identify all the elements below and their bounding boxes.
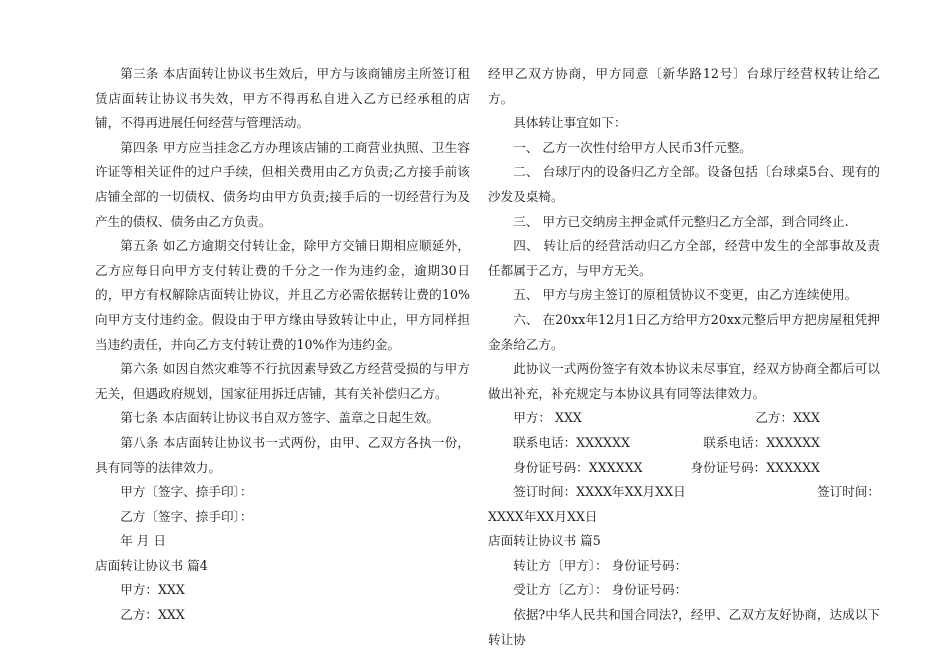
signature-party-a: 甲方〔签字、捺手印〕： [120, 484, 253, 500]
signtime-b-date: XXXX年XX月XX日 [488, 508, 598, 524]
party-b-label: 乙方：XXX [755, 410, 820, 426]
phone-a: 联系电话：XXXXXX [513, 434, 630, 450]
article-4: 第四条 甲方应当挂念乙方办理该店铺的工商营业执照、卫生容许证等相关证件的过户手续，但相关费用由乙方负责;乙方接手前该店铺全部的一切债权、债务均由甲方负责;接手后的一切经营行为及产生的债权、债务由乙方负责。 [95, 139, 470, 229]
party-b-name: 乙方：XXX [120, 607, 185, 623]
signtime-b: 签订时间： [817, 484, 880, 500]
party-a-label: 甲方： XXX [513, 410, 582, 426]
signtime-a: 签订时间：XXXX年XX月XX日 [513, 484, 686, 500]
basis-line: 依据?中华人民共和国合同法?，经甲、乙双方友好协商，达成以下转让协 [488, 607, 880, 647]
party-row [488, 406, 880, 431]
item-6: 六、 在20xx年12月1日乙方给甲方20xx元整后甲方把房屋租凭押金条给乙方。 [488, 311, 880, 352]
item-3: 三、 甲方已交纳房主押金贰仟元整归乙方全部，到合同终止. [513, 213, 849, 229]
phone-row [488, 431, 880, 456]
items-title: 具体转让事宜如下： [513, 115, 627, 131]
transferee-line: 受让方〔乙方〕： 身份证号码： [513, 582, 688, 598]
id-a: 身份证号码：XXXXXX [513, 459, 643, 475]
phone-b: 联系电话：XXXXXX [703, 434, 820, 450]
agreement-intro: 经甲乙双方协商，甲方同意〔新华路12号〕台球厅经营权转让给乙方。 [488, 66, 880, 106]
id-b: 身份证号码：XXXXXX [690, 459, 820, 475]
closing-clause: 此协议一式两份签字有效本协议未尽事宜，经双方协商全都后可以做出补充，补充规定与本协议具有同等法律效力。 [488, 361, 880, 401]
article-5: 第五条 如乙方逾期交付转让金，除甲方交铺日期相应顺延外，乙方应每日向甲方支付转让费的千分之一作为违约金，逾期30日的，甲方有权解除店面转让协议，并且乙方必需依据转让费的10%向甲方支付违约金。假设由于甲方缘由导致转让中止，甲方同样担当违约责任，并向乙方支付转让费的10%作为违约金。 [95, 238, 470, 352]
item-4: 四、 转让后的经营活动归乙方全部，经营中发生的全部事故及责任都属于乙方，与甲方无关。 [488, 238, 880, 278]
transferor-line: 转让方〔甲方〕： 身份证号码： [513, 557, 688, 573]
id-row [488, 456, 880, 481]
section-heading-5: 店面转让协议书 篇5 [488, 533, 601, 549]
article-3: 第三条 本店面转让协议书生效后，甲方与该商铺房主所签订租赁店面转让协议书失效，甲方不得再私自进入乙方已经承租的店铺，不得再进展任何经营与管理活动。 [95, 66, 470, 131]
signtime-row [488, 480, 880, 505]
article-7: 第七条 本店面转让协议书自双方签字、盖章之日起生效。 [120, 410, 440, 426]
article-6: 第六条 如因自然灾难等不行抗因素导致乙方经营受损的与甲方无关，但遇政府规划，国家征用拆迁店铺，其有关补偿归乙方。 [95, 361, 470, 401]
signature-date: 年 月 日 [120, 533, 166, 549]
left-column [95, 62, 470, 628]
item-5: 五、 甲方与房主签订的原租赁协议不变更，由乙方连续使用。 [513, 287, 858, 303]
section-heading-4: 店面转让协议书 篇4 [95, 557, 208, 573]
signature-party-b: 乙方〔签字、捺手印〕： [120, 508, 253, 524]
item-2: 二、 台球厅内的设备归乙方全部。设备包括〔台球桌5台、现有的沙发及桌椅。 [488, 164, 880, 204]
right-column [488, 62, 880, 652]
article-8: 第八条 本店面转让协议书一式两份，由甲、乙双方各执一份，具有同等的法律效力。 [95, 434, 470, 475]
party-a-name: 甲方：XXX [120, 582, 185, 598]
item-1: 一、 乙方一次性付给甲方人民币3仟元整。 [513, 139, 752, 155]
